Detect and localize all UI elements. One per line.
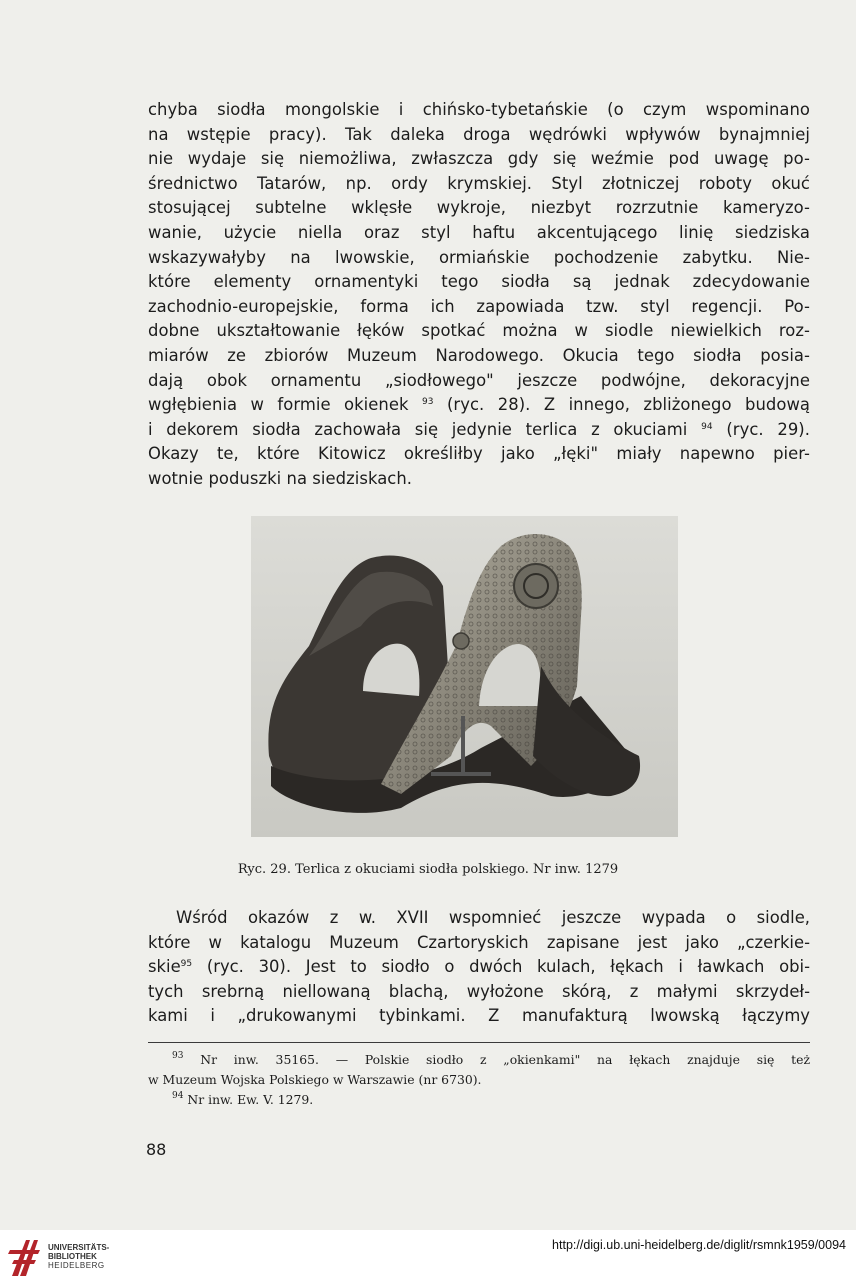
footnotes [148, 1050, 810, 1110]
line-text: (ryc. 28). Z innego, zbliżonego budową [446, 395, 810, 415]
text-line: średnictwo Tatarów, np. ordy krymskiej. Styl złotniczej roboty okuć [148, 173, 810, 193]
library-name-line: HEIDELBERG [48, 1261, 105, 1270]
library-name-line: UNIVERSITÄTS- [48, 1243, 110, 1252]
text-line: wotnie poduszki na siedziskach. [148, 468, 413, 488]
line-text: wgłębienia w formie okienek [148, 395, 409, 415]
text-line-with-ref [148, 393, 810, 418]
text-line: miarów ze zbiorów Muzeum Narodowego. Okucia tego siodła posia- [148, 345, 810, 365]
saddle-tree-illustration [251, 516, 678, 837]
footnote-number: 94 [172, 1091, 184, 1101]
text-line: tych srebrną niellowaną blachą, wyłożone skórą, z małymi skrzydeł- [148, 981, 810, 1001]
footnote-93 [148, 1050, 810, 1070]
text-line: nie wydaje się niemożliwa, zwłaszcza gdy się weźmie pod uwagę po- [148, 149, 810, 169]
line-text: (ryc. 29). [726, 419, 811, 439]
text-line: na wstępie pracy). Tak daleka droga wędrówki wpływów bynajmniej [148, 124, 810, 144]
paragraph-2 [148, 906, 810, 1029]
text-line: kami i „drukowanymi tybinkami. Z manufakturą lwowską łączymy [148, 1006, 810, 1026]
text-line: dają obok ornamentu „siodłowego" jeszcze podwójne, dekoracyjne [148, 370, 810, 390]
page-number: 88 [146, 1140, 167, 1159]
paragraph-1 [148, 98, 810, 492]
text-line: stosującej subtelne wklęsłe wykroje, niezbyt rozrzutnie kameryzo- [148, 198, 810, 218]
footnote-93-continued: w Muzeum Wojska Polskiego w Warszawie (nr 6730). [148, 1072, 482, 1087]
text-line: wanie, użycie niella oraz styl haftu akcentującego linię siedziska [148, 222, 810, 242]
text-line: Wśród okazów z w. XVII wspomnieć jeszcze wypada o siodle, [176, 908, 810, 927]
text-line: wskazywałyby na lwowskie, ormiańskie pochodzenie zabytku. Nie- [148, 247, 810, 267]
text-line: Okazy te, które Kitowicz określiłby jako „łęki" miały napewno pier- [148, 444, 810, 464]
footnote-ref-93[interactable]: 93 [421, 397, 434, 408]
line-text: i dekorem siodła zachowała się jedynie terlica z okuciami [148, 419, 688, 439]
library-name-line: BIBLIOTHEK [48, 1252, 97, 1261]
text-line-with-ref [148, 418, 810, 443]
text-line: chyba siodła mongolskie i chińsko-tybetańskie (o czym wspominano [148, 100, 810, 119]
line-text: (ryc. 30). Jest to siodło o dwóch kulach, łękach i ławkach obi- [206, 957, 810, 977]
text-line-with-ref [148, 955, 810, 980]
figure-saddle-tree-photo [251, 516, 678, 837]
footnote-text: Nr inw. 35165. — Polskie siodło z „okienkami" na łękach znajduje się też [200, 1052, 810, 1067]
footnote-divider [148, 1042, 810, 1043]
text-line: które w katalogu Muzeum Czartoryskich zapisane jest jako „czerkie- [148, 932, 810, 952]
text-line: zachodnio-europejskie, forma ich zapowiada tzw. styl regencji. Po- [148, 296, 810, 316]
text-line: które elementy ornamentyki tego siodła są jednak zdecydowanie [148, 272, 810, 292]
source-url-link[interactable]: http://digi.ub.uni-heidelberg.de/diglit/rsmnk1959/0094 [552, 1238, 846, 1252]
text-line: dobne ukształtowanie łęków spotkać można w siodle niewielkich roz- [148, 321, 810, 341]
library-name[interactable] [48, 1243, 109, 1270]
footnote-text: Nr inw. Ew. V. 1279. [187, 1092, 314, 1107]
university-library-logo-icon[interactable] [8, 1236, 44, 1280]
footnote-number: 93 [172, 1051, 184, 1061]
footnote-94 [148, 1090, 810, 1110]
footnote-ref-94[interactable]: 94 [701, 421, 713, 432]
line-text: skie [148, 957, 181, 977]
figure-caption: Ryc. 29. Terlica z okuciami siodła polskiego. Nr inw. 1279 [237, 862, 619, 877]
footnote-ref-95[interactable]: 95 [180, 959, 193, 970]
